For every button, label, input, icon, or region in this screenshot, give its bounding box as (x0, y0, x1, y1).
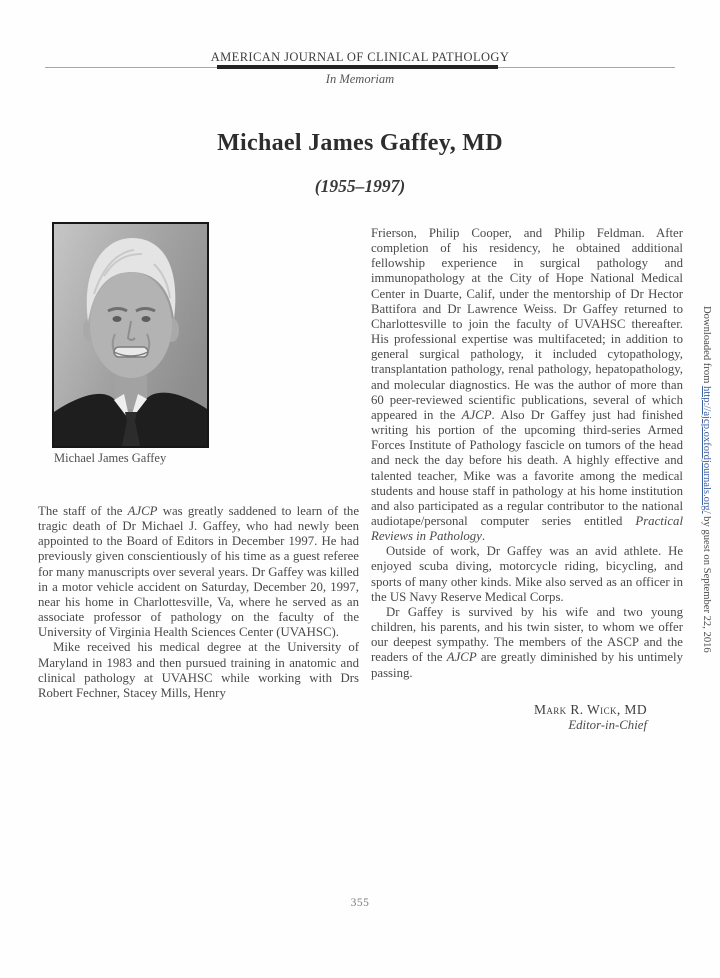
download-watermark (700, 306, 712, 676)
right-column (371, 226, 683, 681)
signature-name: Mark R. Wick, MD (533, 702, 647, 717)
paragraph: Dr Gaffey is survived by his wife and two young children, his parents, and his twin sister, to whom we offer our deepest sympathy. The members of the ASCP and the readers of the AJCP are greatly diminished by his untimely passing. (371, 604, 683, 680)
watermark-suffix: by guest on September 22, 2016 (701, 513, 712, 653)
photo-caption: Michael James Gaffey (54, 451, 167, 465)
portrait-svg (54, 224, 207, 446)
life-years: (1955–1997) (314, 176, 406, 196)
header-rule-accent (217, 65, 498, 69)
signature-block (371, 702, 683, 733)
paragraph: Outside of work, Dr Gaffey was an avid athlete. He enjoyed scuba diving, motorcycle riding, bicycling, and sports of many other kinds. Mike also served as an officer in the US Navy Reserve Medical Corps. (371, 544, 683, 604)
paragraph: Frierson, Philip Cooper, and Philip Feldman. After completion of his residency, he obtained additional fellowship experience in surgical pathology and immunopathology at the City of Hope National Medical Center in Duarte, Calif, under the mentorship of Dr Hector Battifora and Dr Lawrence Weiss. Dr Gaffey returned to Charlottesville to join the faculty of UVAHSC thereafter. His professional expertise was multifaceted; in addition to general surgical pathology, it included cytopathology, transplantation pathology, renal pathology, hepatopathology, and molecular diagnostics. He was the author of more than 60 peer-reviewed scientific publications, several of which appeared in the AJCP. Also Dr Gaffey just had finished writing his portion of the upcoming third-series Armed Forces Institute of Pathology fascicle on tumors of the head and neck the day before his death. A highly effective and talented teacher, Mike was a favorite among the medical students and house staff in pathology at his home institution and also participated as a regular contributor to the national audiotape/personal computer series entitled Practical Reviews in Pathology. (371, 226, 683, 544)
watermark-prefix: Downloaded from (701, 306, 712, 387)
signature-role: Editor-in-Chief (568, 717, 647, 732)
page-title: Michael James Gaffey, MD (217, 130, 503, 156)
journal-title: AMERICAN JOURNAL OF CLINICAL PATHOLOGY (210, 50, 510, 64)
page-number: 355 (350, 897, 370, 909)
section-label: In Memoriam (325, 72, 395, 86)
paragraph: Mike received his medical degree at the University of Maryland in 1983 and then pursued training in anatomic and clinical pathology at UVAHSC while working with Drs Robert Fechner, Stacey Mills, Henry (38, 640, 359, 700)
watermark-link[interactable]: http://ajcp.oxfordjournals.org/ (701, 386, 712, 514)
portrait-photo (52, 222, 209, 448)
left-column (38, 504, 359, 701)
paragraph: The staff of the AJCP was greatly saddened to learn of the tragic death of Dr Michael J. Gaffey, who had newly been appointed to the Board of Editors in December 1997. He had previously given conscientiously of his time as a guest referee for many manuscripts over several years. Dr Gaffey was killed in a motor vehicle accident on Saturday, December 20, 1997, near his home in Charlottesville, Va, where he served as an associate professor of pathology on the faculty of the University of Virginia Health Sciences Center (UVAHSC). (38, 504, 359, 640)
